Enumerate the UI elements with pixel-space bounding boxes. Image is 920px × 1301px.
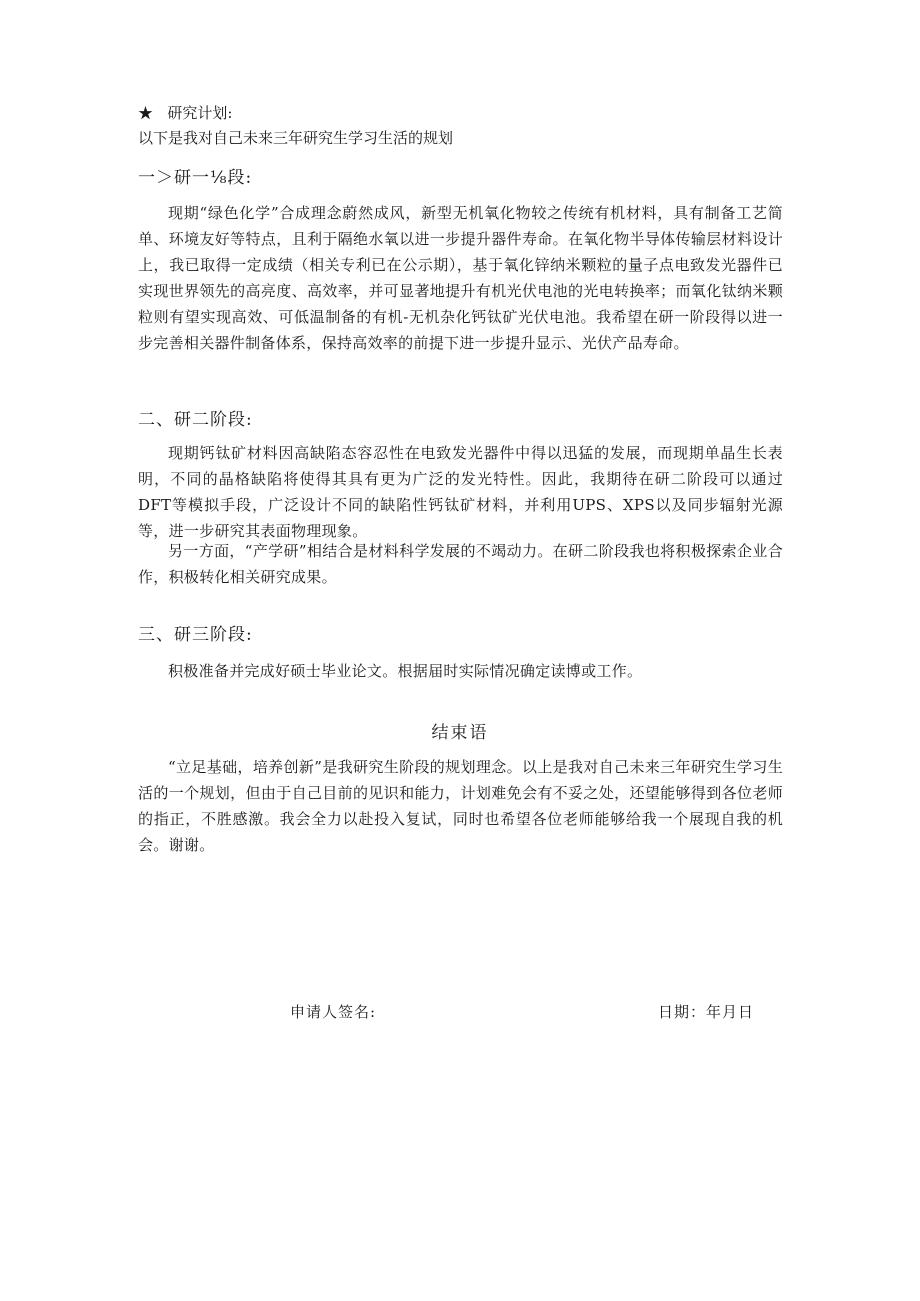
section-2-paragraph-1: 现期钙钛矿材料因高缺陷态容忍性在电致发光器件中得以迅猛的发展，而现期单晶生长表明，不同的晶格缺陷将使得其具有更为广泛的发光特性。因此，我期待在研二阶段可以通过DFT等模拟手段，广泛设计不同的缺陷性钙钛矿材料，并利用UPS、XPS以及同步辐射光源等，进一步研究其表面物理现象。: [138, 444, 783, 540]
section-3-paragraph: 积极准备并完成好硕士毕业论文。根据届时实际情况确定读博或工作。: [168, 662, 643, 680]
section-title-stage-2: 二、研二阶段:: [138, 410, 253, 430]
closing-paragraph: “立足基础，培养创新”是我研究生阶段的规划理念。以上是我对自己未来三年研究生学习生活的一个规划，但由于自己目前的见识和能力，计划难免会有不妥之处，还望能够得到各位老师的指正，不胜感激。我会全力以赴投入复试，同时也希望各位老师能够给我一个展现自我的机会。谢谢。: [138, 758, 783, 854]
intro-heading: [138, 101, 232, 125]
section-1-paragraph: 现期“绿色化学”合成理念蔚然成风，新型无机氧化物较之传统有机材料，具有制备工艺简单、环境友好等特点，且利于隔绝水氧以进一步提升器件寿命。在氧化物半导体传输层材料设计上，我已取得一定成绩（相关专利已在公示期），基于氧化锌纳米颗粒的量子点电致发光器件已实现世界领先的高亮度、高效率，并可显著地提升有机光伏电池的光电转换率；而氧化钛纳米颗粒则有望实现高效、可低温制备的有机-无机杂化钙钛矿光伏电池。我希望在研一阶段得以进一步完善相关器件制备体系，保持高效率的前提下进一步提升显示、光伏产品寿命。: [138, 204, 783, 352]
section-2-paragraph-2: 另一方面，“产学研”相结合是材料科学发展的不竭动力。在研二阶段我也将积极探索企业合作，积极转化相关研究成果。: [138, 542, 783, 586]
section-title-stage-1: 一＞研一⅛段:: [138, 168, 253, 188]
research-plan-heading: 研究计划:: [167, 104, 233, 122]
intro-text: 以下是我对自己未来三年研究生学习生活的规划: [138, 129, 454, 147]
date-label: 日期：年月日: [658, 1003, 755, 1021]
closing-title: 结束语: [431, 723, 489, 743]
section-title-stage-3: 三、研三阶段:: [138, 625, 253, 645]
star-icon: ★: [138, 104, 154, 122]
applicant-signature-label: 申请人签名:: [290, 1003, 377, 1021]
